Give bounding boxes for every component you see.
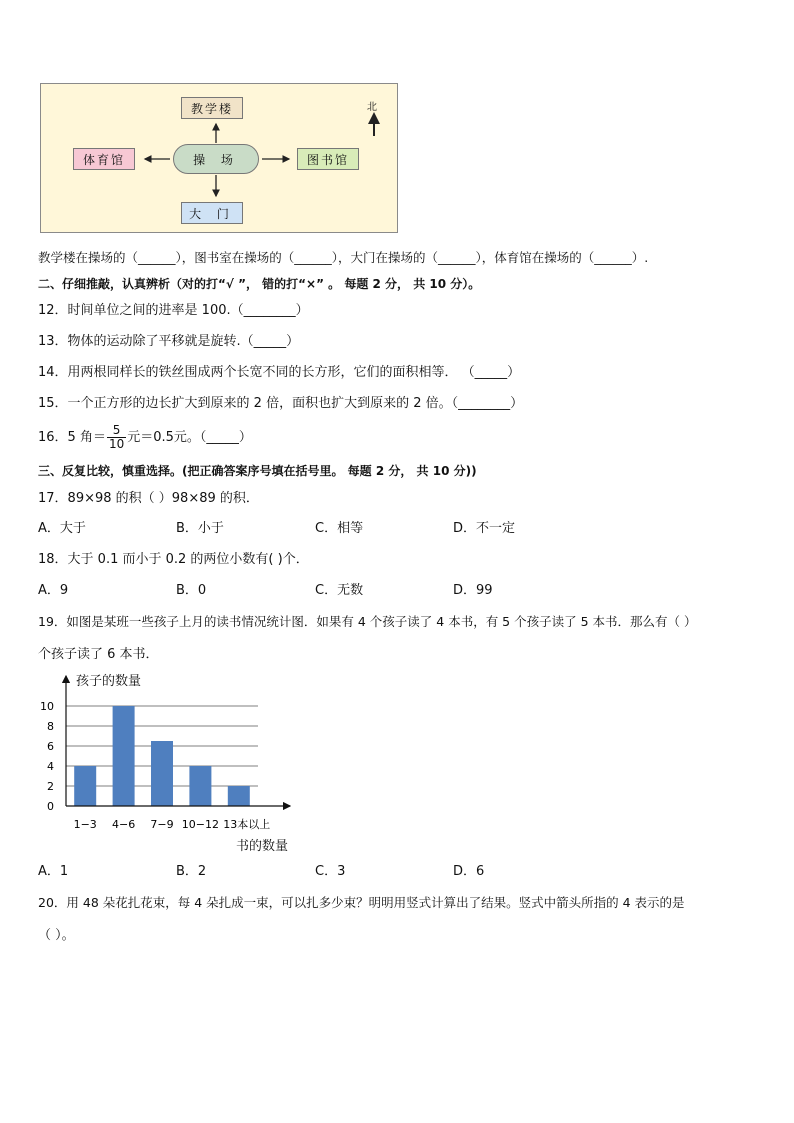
playground-box: 操 场 [173, 144, 259, 174]
chart-xtick-label: 10−12 [181, 818, 220, 831]
library-box: 图书馆 [297, 148, 359, 170]
chart-yticks [40, 700, 54, 813]
q19-option-b: B．2 [176, 864, 207, 879]
chart-ytick-label: 8 [47, 720, 54, 733]
section2-title: 二、仔细推敲，认真辨析（对的打“√ ”， 错的打“×” 。 每题 2 分， 共 10 分）。 [38, 277, 481, 291]
question-20-stem-line2: （ ）。 [38, 928, 75, 943]
chart-ylabel: 孩子的数量 [76, 674, 142, 689]
chart-bar [113, 706, 135, 806]
teaching-building-box: 教学楼 [181, 97, 243, 119]
question-15: 15．一个正方形的边长扩大到原来的 2 倍，面积也扩大到原来的 2 倍。（________） [38, 396, 524, 411]
q16-prefix: 16．5 角＝ [38, 430, 106, 445]
chart-bar [228, 786, 250, 806]
chart-bar [74, 766, 96, 806]
q19-option-d: D．6 [453, 864, 485, 879]
chart-xtick-label: 1−3 [73, 818, 97, 831]
direction-map-figure [40, 83, 398, 233]
q19-option-c: C．3 [315, 864, 346, 879]
question-12: 12．时间单位之间的进率是 100.（________） [38, 303, 309, 318]
chart-xlabel: 书的数量 [236, 839, 289, 854]
gate-box: 大 门 [181, 202, 243, 224]
q16-numerator: 5 [107, 424, 126, 438]
q16-denominator: 10 [108, 437, 125, 451]
chart-bar [189, 766, 211, 806]
q17-option-a: A．大于 [38, 521, 86, 536]
question-19-stem-line1: 19．如图是某班一些孩子上月的读书情况统计图．如果有 4 个孩子读了 4 本书，有 5 个孩子读了 5 本书．那么有（ ） [38, 614, 697, 629]
q11-line: 教学楼在操场的（______），图书室在操场的（______），大门在操场的（______），体育馆在操场的（______）. [38, 250, 649, 265]
chart-ytick-label: 4 [47, 760, 54, 773]
question-18-stem: 18．大于 0.1 而小于 0.2 的两位小数有( )个． [38, 552, 309, 567]
gym-box: 体育馆 [73, 148, 135, 170]
chart-xtick-label: 4−6 [111, 818, 136, 831]
north-label: 北 [367, 102, 377, 113]
chart-xtick-label: 7−9 [150, 818, 174, 831]
q18-option-d: D．99 [453, 583, 493, 598]
q16-suffix: 元＝0.5元。（_____） [127, 430, 252, 445]
question-17-stem: 17．89×98 的积（ ）98×89 的积． [38, 491, 259, 506]
q18-option-c: C．无数 [315, 583, 364, 598]
question-14: 14．用两根同样长的铁丝围成两个长宽不同的长方形，它们的面积相等． （_____） [38, 365, 521, 380]
question-20-stem-line1: 20．用 48 朵花扎花束，每 4 朵扎成一束，可以扎多少束？明明用竖式计算出了结果。竖式中箭头所指的 4 表示的是 [38, 895, 685, 910]
q17-option-c: C．相等 [315, 521, 364, 536]
q19-option-a: A．1 [38, 864, 69, 879]
chart-xtick-label: 13本以上 [223, 818, 271, 831]
chart-bars [74, 706, 250, 806]
q17-option-b: B．小于 [176, 521, 224, 536]
question-13: 13．物体的运动除了平移就是旋转.（_____） [38, 334, 300, 349]
chart-ytick-label: 0 [47, 800, 54, 813]
q16-fraction [107, 424, 126, 451]
q18-option-b: B．0 [176, 583, 207, 598]
q18-option-a: A．9 [38, 583, 69, 598]
chart-ytick-label: 2 [47, 780, 54, 793]
chart-ytick-label: 10 [40, 700, 54, 713]
chart-ytick-label: 6 [47, 740, 54, 753]
question-19-stem-line2: 个孩子读了 6 本书． [38, 647, 159, 662]
chart-bar [151, 741, 173, 806]
chart-xticks [74, 817, 271, 831]
question-16 [38, 424, 252, 451]
section3-title: 三、反复比较，慎重选择。(把正确答案序号填在括号里。 每题 2 分， 共 10 分)) [38, 464, 477, 478]
q17-option-d: D．不一定 [453, 521, 516, 536]
reading-bar-chart [36, 668, 306, 858]
